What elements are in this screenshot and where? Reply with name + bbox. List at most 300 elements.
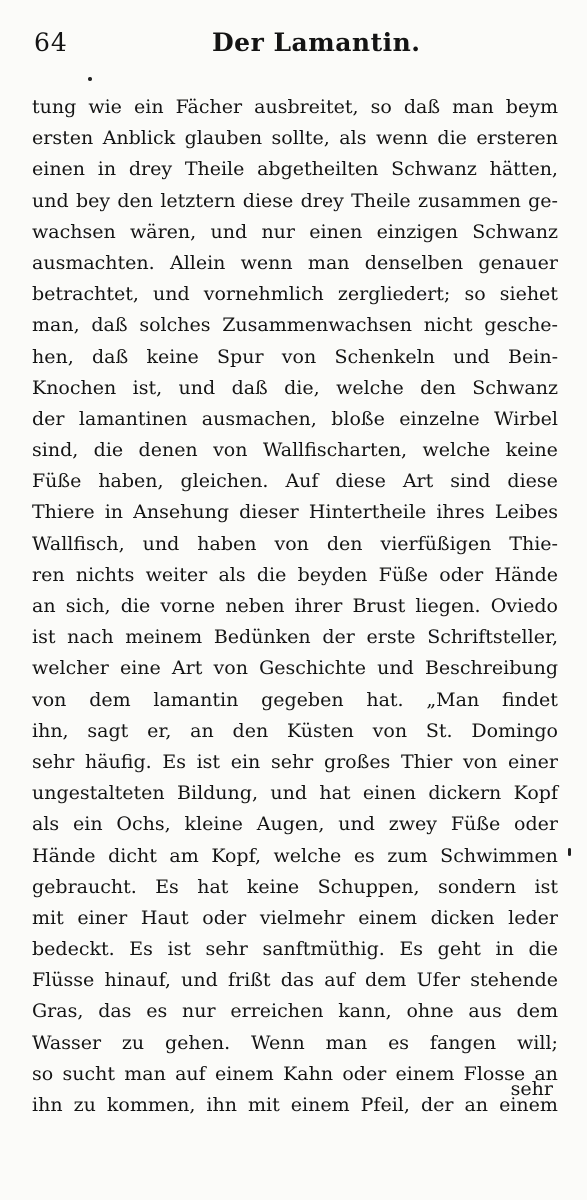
word: ist bbox=[167, 938, 191, 961]
word: ein bbox=[134, 96, 164, 118]
word: zu bbox=[121, 1031, 145, 1054]
word: mit bbox=[32, 906, 64, 929]
word: hinauf, bbox=[104, 969, 171, 992]
word: daß bbox=[231, 376, 268, 399]
word: hat. bbox=[366, 688, 404, 711]
word: sucht bbox=[62, 1062, 115, 1085]
running-head: Der Lamantin. bbox=[212, 28, 421, 57]
word: Füße bbox=[378, 563, 428, 586]
word: ihrer bbox=[294, 595, 343, 617]
word: Schwanz bbox=[472, 376, 558, 399]
word: Bein- bbox=[508, 345, 558, 368]
word: man bbox=[307, 251, 350, 274]
word: lamantin bbox=[153, 688, 239, 711]
word: Wallfisch, bbox=[32, 532, 125, 555]
word: Schwanz bbox=[472, 220, 558, 243]
word: einen bbox=[362, 782, 416, 805]
word: an bbox=[534, 1062, 558, 1085]
word: und bbox=[142, 532, 180, 555]
word: Beschreibung bbox=[424, 657, 558, 680]
word: Schuppen, bbox=[317, 875, 420, 898]
word: wachsen bbox=[32, 220, 116, 243]
word: einem bbox=[395, 1062, 455, 1085]
word: Schenkeln bbox=[334, 345, 435, 368]
word: Küsten bbox=[286, 719, 354, 742]
word: auf bbox=[175, 1062, 206, 1085]
word: neben bbox=[225, 595, 285, 617]
word: ausmachen, bbox=[201, 407, 317, 430]
word: zu bbox=[73, 1094, 96, 1116]
word: gegeben bbox=[261, 688, 344, 711]
word: letztern bbox=[160, 189, 236, 212]
word: Es bbox=[162, 750, 186, 773]
word: weiter bbox=[145, 563, 208, 586]
word: der bbox=[420, 1094, 454, 1116]
word: Pfeil, bbox=[360, 1094, 410, 1116]
word: sanftmüthig. bbox=[262, 938, 385, 961]
word: nach bbox=[67, 626, 114, 649]
word: am bbox=[169, 844, 199, 867]
word: hat bbox=[197, 875, 229, 898]
word: Füße bbox=[450, 813, 501, 836]
word: daß bbox=[92, 345, 129, 368]
text-line bbox=[32, 1059, 558, 1090]
word: als bbox=[218, 563, 246, 586]
word: Es bbox=[129, 938, 153, 961]
word: ist, bbox=[132, 376, 163, 399]
text-line bbox=[32, 965, 558, 996]
text-line bbox=[32, 373, 558, 404]
word: einen bbox=[32, 158, 86, 181]
word: diese bbox=[242, 189, 294, 212]
word: dem bbox=[89, 688, 131, 711]
word: erreichen bbox=[230, 1000, 324, 1023]
word: einem bbox=[214, 1062, 274, 1085]
word: und bbox=[153, 283, 190, 306]
word: Schriftsteller, bbox=[427, 626, 558, 649]
word: Ansehung bbox=[133, 501, 229, 524]
word: zwey bbox=[388, 813, 437, 836]
word: haben, bbox=[98, 470, 164, 493]
text-line bbox=[32, 996, 558, 1027]
text-line bbox=[32, 1090, 558, 1121]
word: sind bbox=[450, 470, 491, 493]
word: von bbox=[281, 345, 317, 368]
word: dickern bbox=[428, 782, 502, 805]
word: von bbox=[213, 657, 248, 680]
word: zum bbox=[387, 844, 428, 867]
word: die bbox=[528, 938, 558, 961]
word: abgetheilten bbox=[257, 158, 379, 181]
word: keine bbox=[246, 875, 300, 898]
word: einzigen bbox=[376, 220, 458, 243]
word: er, bbox=[147, 719, 172, 742]
word: Oviedo bbox=[490, 595, 558, 617]
word: ersteren bbox=[476, 127, 558, 150]
word: denen bbox=[138, 439, 198, 462]
word: drey bbox=[300, 189, 344, 212]
word: und bbox=[270, 782, 307, 805]
word: Ufer bbox=[416, 969, 461, 992]
word: Thier bbox=[400, 750, 453, 773]
word: mit bbox=[248, 1094, 280, 1116]
word: betrachtet, bbox=[32, 283, 139, 306]
word: Wallfischarten, bbox=[262, 439, 408, 462]
word: es bbox=[388, 1031, 410, 1054]
word: vornehmlich bbox=[203, 283, 324, 306]
body-text bbox=[32, 92, 558, 1121]
word: sollte, bbox=[271, 127, 330, 150]
word: einer bbox=[508, 750, 558, 773]
word: gleichen. bbox=[180, 470, 269, 493]
word: und bbox=[181, 969, 218, 992]
word: glauben bbox=[184, 127, 263, 150]
word: wenn bbox=[240, 251, 293, 274]
word: vierfüßigen bbox=[380, 532, 492, 555]
text-line bbox=[32, 809, 558, 840]
text-line bbox=[32, 154, 558, 185]
text-line bbox=[32, 622, 558, 653]
word: Hände bbox=[32, 844, 96, 867]
word: dicht bbox=[108, 844, 157, 867]
word: und bbox=[338, 813, 375, 836]
word: Fächer bbox=[175, 96, 243, 118]
word: ihn bbox=[32, 1094, 63, 1116]
word: gebraucht. bbox=[32, 875, 137, 898]
word: aus bbox=[468, 1000, 502, 1023]
word: sehr bbox=[270, 750, 314, 773]
word: Es bbox=[155, 875, 179, 898]
word: solches bbox=[139, 314, 211, 337]
word: Kopf bbox=[513, 782, 558, 805]
word: daß bbox=[91, 314, 128, 337]
word: Bildung, bbox=[177, 782, 258, 805]
word: so bbox=[464, 283, 486, 306]
text-line bbox=[32, 310, 558, 341]
word: zergliedert; bbox=[337, 283, 451, 306]
word: an bbox=[464, 1094, 489, 1116]
word: dem bbox=[516, 1000, 558, 1023]
word: von bbox=[274, 532, 309, 555]
word: wenn bbox=[375, 127, 428, 150]
word: hätten, bbox=[489, 158, 558, 181]
text-line bbox=[32, 653, 558, 684]
word: Anblick bbox=[102, 127, 176, 150]
word: nicht bbox=[423, 314, 473, 337]
word: sondern bbox=[437, 875, 517, 898]
word: Ochs, bbox=[116, 813, 171, 836]
word: kann, bbox=[338, 1000, 392, 1023]
word: und bbox=[32, 189, 69, 212]
ink-speck bbox=[88, 77, 92, 81]
word: Kopf, bbox=[211, 844, 261, 867]
word: bloße bbox=[331, 407, 385, 430]
word: beyden bbox=[297, 563, 368, 586]
word: dicken bbox=[430, 906, 495, 929]
word: man bbox=[452, 96, 494, 118]
word: an bbox=[32, 595, 56, 617]
word: Leibes bbox=[494, 501, 558, 524]
word: Geschichte bbox=[259, 657, 366, 680]
word: vielmehr bbox=[259, 906, 345, 929]
word: von bbox=[32, 688, 67, 711]
word: welche bbox=[422, 439, 491, 462]
text-line bbox=[32, 217, 558, 248]
word: drey bbox=[128, 158, 173, 181]
word: in bbox=[495, 938, 514, 961]
word: siehet bbox=[499, 283, 558, 306]
text-line bbox=[32, 872, 558, 903]
word: will; bbox=[517, 1031, 558, 1054]
word: Theile bbox=[351, 189, 411, 212]
word: oder bbox=[202, 906, 247, 929]
word: ersten bbox=[32, 127, 94, 150]
word: ausbreitet, bbox=[254, 96, 359, 118]
word: es bbox=[146, 1000, 168, 1023]
text-line bbox=[32, 685, 558, 716]
text-line bbox=[32, 778, 558, 809]
word: gehen. bbox=[165, 1031, 231, 1054]
word: das bbox=[98, 1000, 132, 1023]
text-line bbox=[32, 903, 558, 934]
word: hen, bbox=[32, 345, 74, 368]
word: einem bbox=[499, 1094, 558, 1116]
word: welche bbox=[336, 376, 404, 399]
word: ge- bbox=[528, 189, 558, 212]
word: das bbox=[280, 969, 314, 992]
word: dem bbox=[365, 969, 407, 992]
text-line bbox=[32, 529, 558, 560]
word: sehr bbox=[205, 938, 248, 961]
word: ohne bbox=[406, 1000, 454, 1023]
word: an bbox=[190, 719, 214, 742]
word: ihn, bbox=[32, 719, 69, 742]
word: stehende bbox=[470, 969, 558, 992]
word: bey bbox=[75, 189, 111, 212]
word: Haut bbox=[140, 906, 189, 929]
word: ausmachten. bbox=[32, 251, 155, 274]
word: sehr bbox=[32, 750, 75, 773]
page-number: 64 bbox=[34, 28, 68, 57]
word: einen bbox=[309, 220, 363, 243]
word: so bbox=[370, 96, 392, 118]
word: meinem bbox=[125, 626, 203, 649]
word: Domingo bbox=[471, 719, 558, 742]
word: diese bbox=[507, 470, 558, 493]
word: „Man bbox=[426, 688, 480, 711]
word: nichts bbox=[75, 563, 135, 586]
word: oder bbox=[514, 813, 558, 836]
word: Thiere bbox=[32, 501, 95, 524]
word: Spur bbox=[217, 345, 264, 368]
word: sind, bbox=[32, 439, 79, 462]
word: ihres bbox=[436, 501, 485, 524]
word: Gras, bbox=[32, 1000, 84, 1023]
word: man, bbox=[32, 314, 80, 337]
word: Zusammenwachsen bbox=[222, 314, 412, 337]
ink-speck bbox=[568, 848, 571, 856]
word: gesche- bbox=[484, 314, 558, 337]
word: in bbox=[104, 501, 124, 524]
word: Wenn bbox=[251, 1031, 305, 1054]
catchword: sehr bbox=[510, 1078, 553, 1100]
word: und bbox=[210, 220, 248, 243]
word: Flosse bbox=[463, 1062, 526, 1085]
word: von bbox=[462, 750, 498, 773]
word: den bbox=[326, 532, 363, 555]
word: bedeckt. bbox=[32, 938, 115, 961]
word: Theile bbox=[184, 158, 245, 181]
word: oder bbox=[342, 1062, 387, 1085]
word: als bbox=[32, 813, 60, 836]
word: ren bbox=[32, 563, 65, 586]
word: haben bbox=[197, 532, 257, 555]
word: fangen bbox=[429, 1031, 497, 1054]
word: welcher bbox=[32, 657, 109, 680]
text-line bbox=[32, 497, 558, 528]
word: Art bbox=[171, 657, 203, 680]
text-line bbox=[32, 1028, 558, 1059]
word: so bbox=[32, 1062, 54, 1085]
word: nur bbox=[261, 220, 295, 243]
word: Allein bbox=[169, 251, 226, 274]
word: und bbox=[453, 345, 490, 368]
word: Knochen bbox=[32, 376, 117, 399]
word: man bbox=[124, 1062, 166, 1085]
word: man bbox=[325, 1031, 368, 1054]
word: und bbox=[377, 657, 414, 680]
word: ist bbox=[196, 750, 221, 773]
word: ist bbox=[32, 626, 56, 649]
word: eine bbox=[119, 657, 161, 680]
word: vorne bbox=[160, 595, 216, 617]
word: ungestalteten bbox=[32, 782, 165, 805]
word: einzelne bbox=[399, 407, 480, 430]
word: von bbox=[372, 719, 408, 742]
word: hat bbox=[319, 782, 351, 805]
word: nur bbox=[182, 1000, 216, 1023]
word: wie bbox=[88, 96, 122, 118]
word: von bbox=[213, 439, 248, 462]
word: ein bbox=[230, 750, 261, 773]
word: häufig. bbox=[84, 750, 152, 773]
word: Wasser bbox=[32, 1031, 102, 1054]
word: Art bbox=[402, 470, 434, 493]
word: Thie- bbox=[509, 532, 558, 555]
word: der bbox=[32, 407, 65, 430]
text-line bbox=[32, 560, 558, 591]
text-line bbox=[32, 934, 558, 965]
word: sagt bbox=[87, 719, 129, 742]
text-line bbox=[32, 747, 558, 778]
word: Auf bbox=[285, 470, 319, 493]
word: diese bbox=[335, 470, 386, 493]
word: Kahn bbox=[283, 1062, 334, 1085]
word: die bbox=[93, 439, 124, 462]
word: kommen, bbox=[106, 1094, 196, 1116]
word: Schwimmen bbox=[440, 844, 558, 867]
word: keine bbox=[146, 345, 199, 368]
text-line bbox=[32, 92, 558, 123]
word: Hintertheile bbox=[308, 501, 427, 524]
word: ein bbox=[73, 813, 103, 836]
word: als bbox=[339, 127, 367, 150]
word: keine bbox=[505, 439, 558, 462]
word: einem bbox=[290, 1094, 350, 1116]
word: die bbox=[256, 563, 287, 586]
word: welche bbox=[273, 844, 342, 867]
word: frißt bbox=[228, 969, 271, 992]
word: liegen. bbox=[415, 595, 481, 617]
word: kleine bbox=[184, 813, 243, 836]
word: Flüsse bbox=[32, 969, 95, 992]
word: wären, bbox=[130, 220, 197, 243]
text-line bbox=[32, 279, 558, 310]
word: einem bbox=[358, 906, 418, 929]
word: Augen, bbox=[256, 813, 325, 836]
word: Hände bbox=[494, 563, 558, 586]
word: den bbox=[420, 376, 456, 399]
text-line bbox=[32, 435, 558, 466]
word: die bbox=[120, 595, 151, 617]
word: auf bbox=[324, 969, 355, 992]
word: denselben bbox=[364, 251, 464, 274]
word: in bbox=[97, 158, 117, 181]
text-line bbox=[32, 123, 558, 154]
word: ihn bbox=[206, 1094, 237, 1116]
word: findet bbox=[501, 688, 558, 711]
word: beym bbox=[505, 96, 558, 118]
text-line bbox=[32, 186, 558, 217]
word: geht bbox=[437, 938, 481, 961]
word: lamantinen bbox=[78, 407, 188, 430]
text-line bbox=[32, 342, 558, 373]
text-line bbox=[32, 404, 558, 435]
word: Schwanz bbox=[391, 158, 477, 181]
word: sich, bbox=[65, 595, 111, 617]
word: ist bbox=[534, 875, 558, 898]
text-line bbox=[32, 466, 558, 497]
word: Wirbel bbox=[494, 407, 558, 430]
word: und bbox=[178, 376, 216, 399]
word: es bbox=[353, 844, 375, 867]
text-line bbox=[32, 248, 558, 279]
word: den bbox=[232, 719, 269, 742]
word: die, bbox=[284, 376, 320, 399]
word: Füße bbox=[32, 470, 82, 493]
word: leder bbox=[508, 906, 558, 929]
word: St. bbox=[425, 719, 453, 742]
word: Es bbox=[399, 938, 424, 961]
word: der bbox=[322, 626, 355, 649]
word: tung bbox=[32, 96, 77, 118]
text-line bbox=[32, 591, 558, 622]
word: Bedünken bbox=[213, 626, 311, 649]
word: oder bbox=[439, 563, 484, 586]
word: erste bbox=[366, 626, 416, 649]
word: großes bbox=[323, 750, 391, 773]
word: die bbox=[437, 127, 467, 150]
word: den bbox=[117, 189, 154, 212]
word: dieser bbox=[239, 501, 299, 524]
word: genauer bbox=[478, 251, 558, 274]
word: Brust bbox=[352, 595, 406, 617]
word: daß bbox=[403, 96, 441, 118]
word: einer bbox=[77, 906, 128, 929]
text-line bbox=[32, 716, 558, 747]
text-line bbox=[32, 841, 558, 872]
word: zusammen bbox=[417, 189, 521, 212]
